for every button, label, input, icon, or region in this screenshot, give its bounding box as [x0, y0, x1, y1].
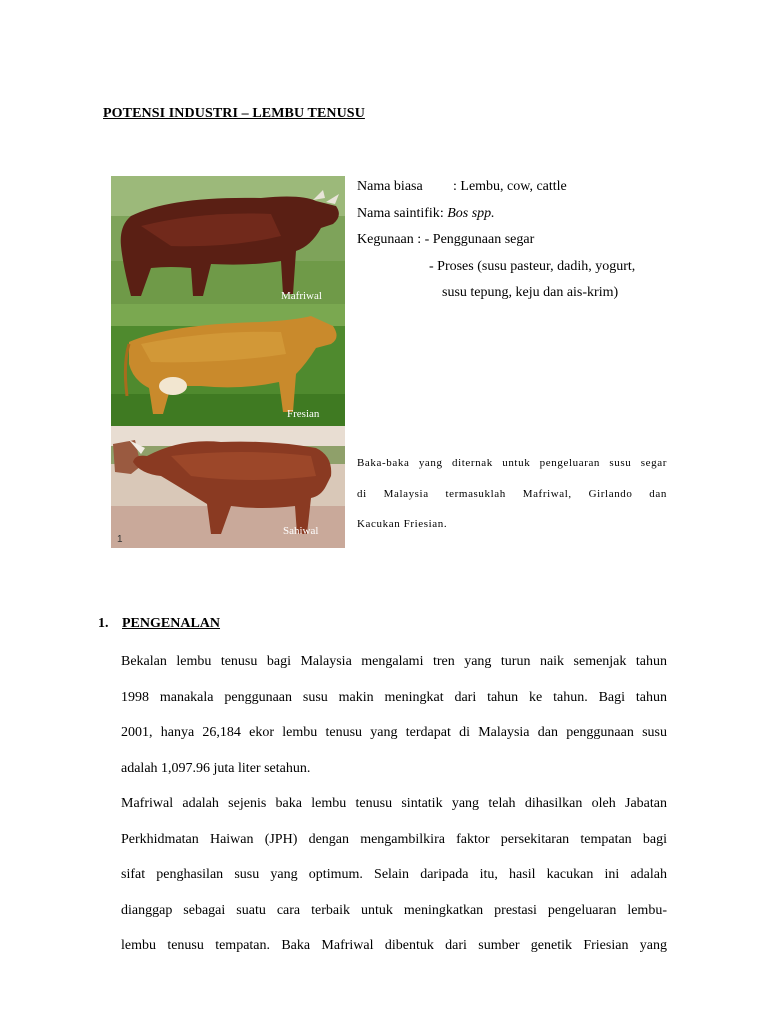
common-name-value: : Lembu, cow, cattle: [453, 179, 567, 194]
scientific-name-label: Nama saintifik: [357, 205, 440, 221]
section-heading: PENGENALAN: [122, 616, 221, 631]
scientific-name-row: [357, 201, 635, 228]
paragraph-line: 2001, hanya 26,184 ekor lembu tenusu yang terdapat di Malaysia dan penggunaan susu: [121, 725, 667, 740]
common-name-label: Nama biasa: [357, 179, 423, 194]
svg-text:1: 1: [117, 534, 123, 545]
photo-label-mafriwal: Mafriwal: [281, 290, 322, 302]
paragraph-line: Mafriwal adalah sejenis baka lembu tenusu sintatik yang telah dihasilkan oleh Jabatan: [121, 796, 667, 811]
usage-row: Kegunaan : - Penggunaan segar: [357, 232, 535, 247]
photo-label-sahiwal: Sahiwal: [283, 525, 319, 537]
note-line: Baka-baka yang diternak untuk pengeluaran susu segar: [357, 457, 667, 469]
paragraph-line: Bekalan lembu tenusu bagi Malaysia mengalami tren yang turun naik semenjak tahun: [121, 654, 667, 669]
sahiwal-photo: [111, 426, 345, 548]
page-title: POTENSI INDUSTRI – LEMBU TENUSU: [103, 106, 365, 121]
paragraph-line: dianggap sebagai suatu cara terbaik untuk meningkatkan prestasi pengeluaran lembu-: [121, 902, 667, 918]
paragraph-introduction: [121, 644, 667, 786]
fresian-photo: [111, 304, 345, 426]
note-line: di Malaysia termasuklah Mafriwal, Girlando dan: [357, 487, 667, 500]
photo-label-fresian: Fresian: [287, 408, 320, 420]
paragraph-line: Perkhidmatan Haiwan (JPH) dengan mengambilkira faktor persekitaran tempatan bagi: [121, 831, 667, 847]
breed-note: [357, 448, 667, 540]
paragraph-line: adalah 1,097.96 juta liter setahun.: [121, 760, 311, 776]
note-line: Kacukan Friesian.: [357, 518, 448, 530]
paragraph-line: sifat penghasilan susu yang optimum. Selain daripada itu, hasil kacukan ini adalah: [121, 867, 667, 882]
species-info: [357, 174, 635, 307]
mafriwal-photo: [111, 176, 345, 304]
section-number: 1.: [98, 616, 109, 631]
usage-process-row: - Proses (susu pasteur, dadih, yogurt,: [429, 258, 636, 274]
scientific-name-value: Bos spp.: [447, 205, 495, 221]
usage-process-row-2: susu tepung, keju dan ais-krim): [442, 285, 619, 300]
paragraph-mafriwal: [121, 786, 667, 964]
common-name-row: [357, 174, 635, 201]
paragraph-line: 1998 manakala penggunaan susu makin meningkat dari tahun ke tahun. Bagi tahun: [121, 689, 667, 705]
scientific-name-sep: :: [439, 205, 448, 221]
paragraph-line: lembu tenusu tempatan. Baka Mafriwal dibentuk dari sumber genetik Friesian yang: [121, 938, 667, 953]
